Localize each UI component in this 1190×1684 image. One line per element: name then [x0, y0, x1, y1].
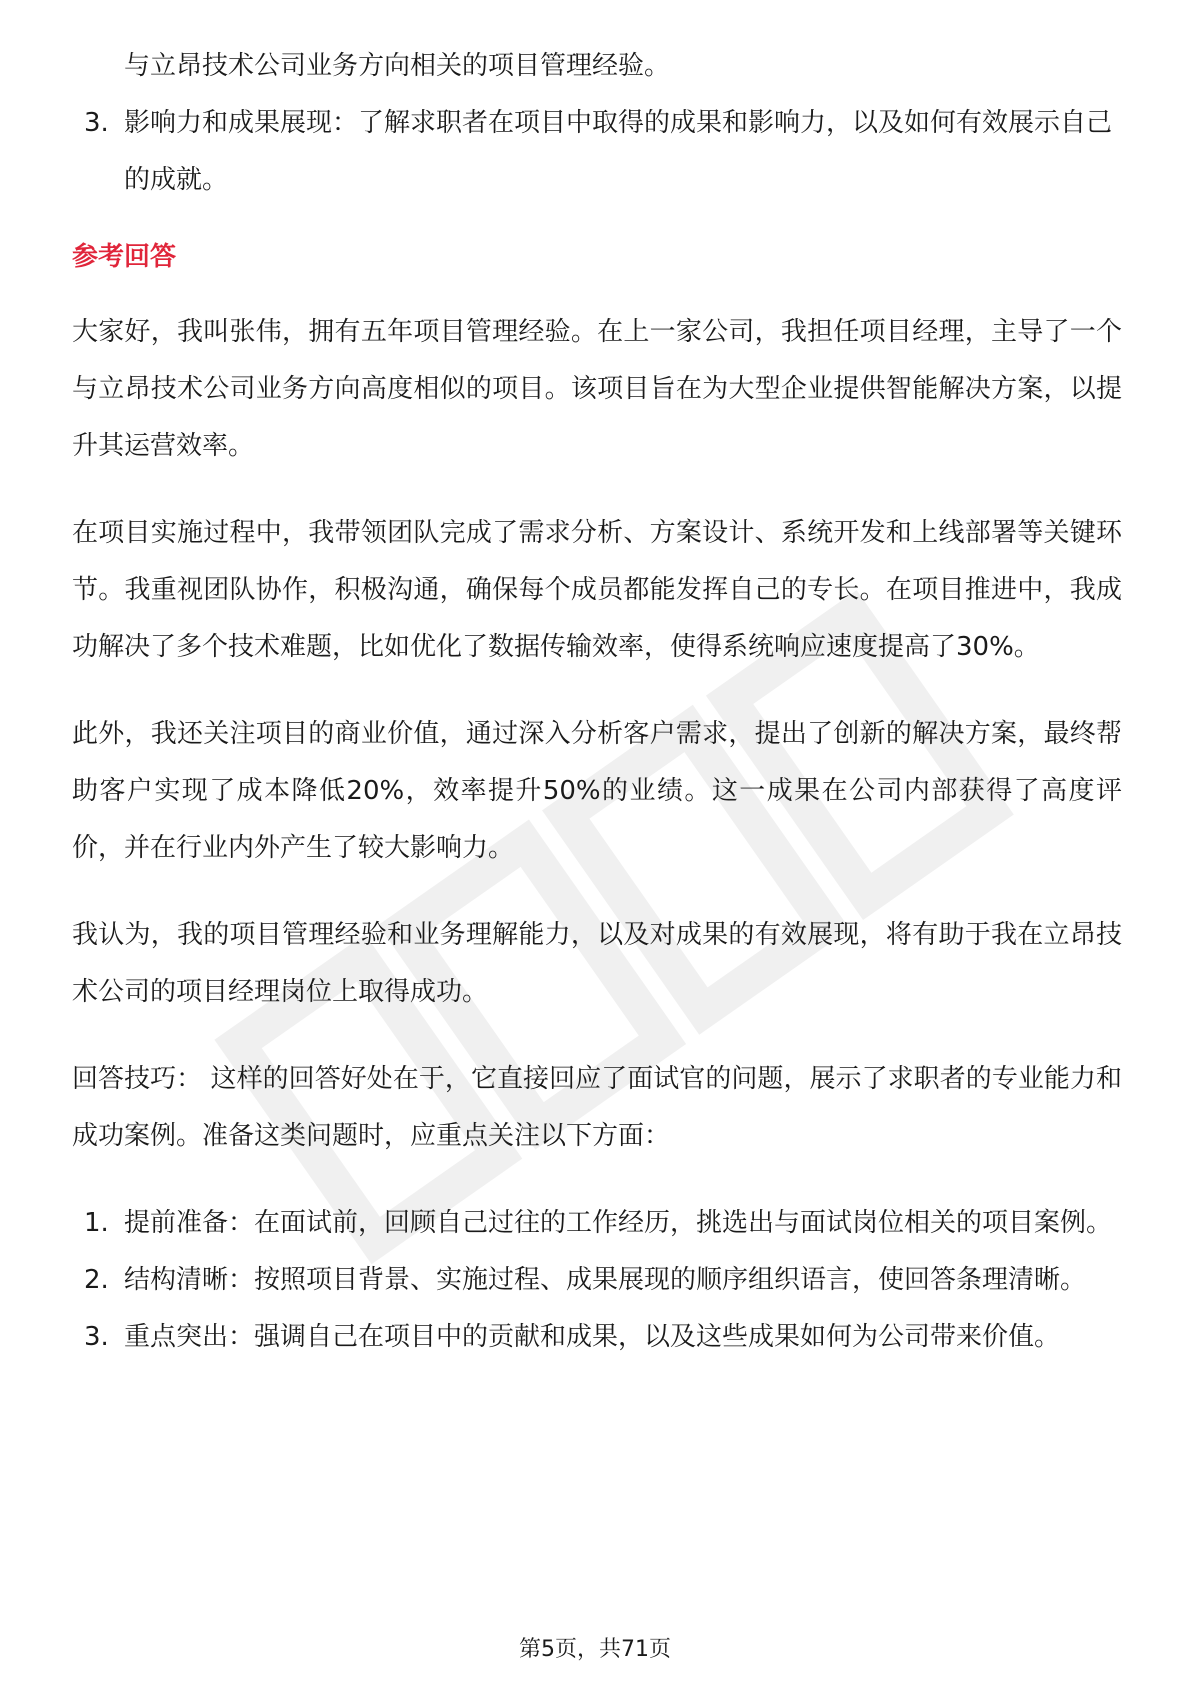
tip-item [72, 1309, 1122, 1366]
paragraph-conclusion: 我认为，我的项目管理经验和业务理解能力，以及对成果的有效展现，将有助于我在立昂技术公司的项目经理岗位上取得成功。 [72, 920, 1122, 1007]
tip-item [72, 1252, 1122, 1309]
tip-label: 结构清晰： [124, 1265, 255, 1295]
paragraph-process: 在项目实施过程中，我带领团队完成了需求分析、方案设计、系统开发和上线部署等关键环节。我重视团队协作，积极沟通，确保每个成员都能发挥自己的专长。在项目推进中，我成功解决了多个技术难题，比如优化了数据传输效率，使得系统响应速度提高了30%。 [72, 518, 1122, 662]
tip-item [72, 1195, 1122, 1252]
tips-list [72, 1195, 1122, 1366]
tip-text: 强调自己在项目中的贡献和成果，以及这些成果如何为公司带来价值。 [254, 1322, 1061, 1352]
list-item-label: 影响力和成果展现： [124, 108, 359, 138]
list-number: 3. [84, 1322, 109, 1352]
paragraph-tips-intro: 回答技巧： 这样的回答好处在于，它直接回应了面试官的问题，展示了求职者的专业能力和成功案例。准备这类问题时，应重点关注以下方面： [72, 1064, 1122, 1151]
list-item-2-continuation: 与立昂技术公司业务方向相关的项目管理经验。 [124, 51, 671, 81]
list-item-3 [72, 95, 1122, 209]
tip-label: 重点突出： [124, 1322, 255, 1352]
list-item-text: 了解求职者在项目中取得的成果和影响力，以及如何有效展示自己的成就。 [124, 108, 1113, 195]
paragraph-intro: 大家好，我叫张伟，拥有五年项目管理经验。在上一家公司，我担任项目经理，主导了一个与立昂技术公司业务方向高度相似的项目。该项目旨在为大型企业提供智能解决方案，以提升其运营效率。 [72, 317, 1122, 461]
list-number: 3. [84, 108, 109, 138]
tip-text: 按照项目背景、实施过程、成果展现的顺序组织语言，使回答条理清晰。 [254, 1265, 1087, 1295]
top-list [72, 95, 1122, 209]
tip-text: 在面试前，回顾自己过往的工作经历，挑选出与面试岗位相关的项目案例。 [254, 1208, 1113, 1238]
tip-label: 提前准备： [124, 1208, 255, 1238]
document-page [72, 38, 1122, 1366]
paragraph-value: 此外，我还关注项目的商业价值，通过深入分析客户需求，提出了创新的解决方案，最终帮助客户实现了成本降低20%，效率提升50%的业绩。这一成果在公司内部获得了高度评价，并在行业内外产生了较大影响力。 [72, 719, 1122, 863]
page-footer: 第5页，共71页 [519, 1637, 671, 1662]
section-heading: 参考回答 [72, 242, 177, 272]
list-number: 1. [84, 1208, 109, 1238]
list-number: 2. [84, 1265, 109, 1295]
